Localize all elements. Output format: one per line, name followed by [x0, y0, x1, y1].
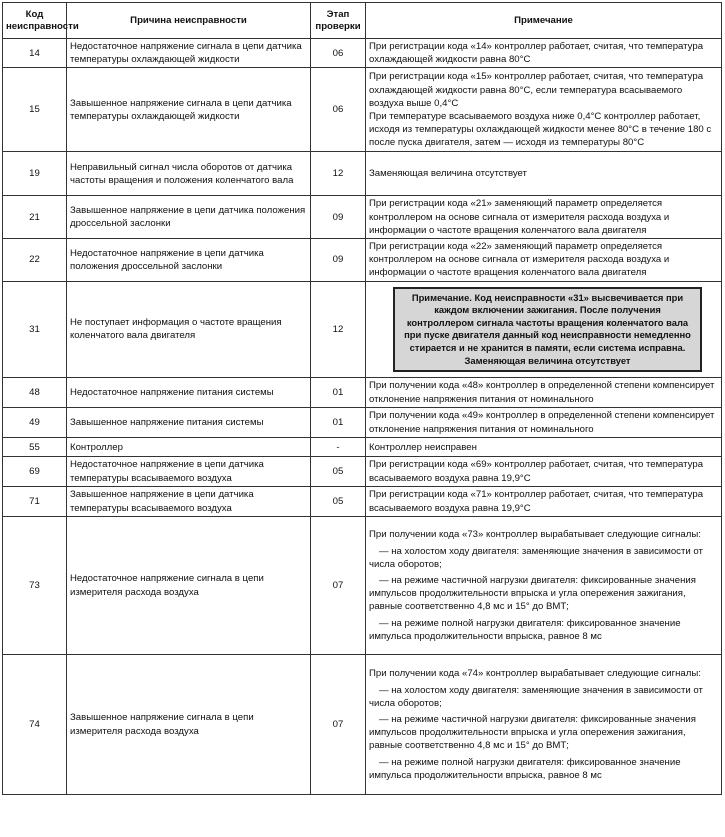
table-row — [3, 487, 722, 517]
note-paragraph: При регистрации кода «21» заменяющий параметр определяется контроллером на основе сигнала от измерителя расхода воздуха и информации о частоте вращения коленчатого вала двигателя — [369, 198, 670, 236]
fault-note — [366, 39, 722, 68]
check-stage: 12 — [311, 281, 366, 378]
header-note: Примечание — [366, 3, 722, 39]
table-body — [3, 39, 722, 795]
fault-cause: Завышенное напряжение сигнала в цепи датчика температуры охлаждающей жидкости — [67, 68, 311, 152]
fault-cause: Недостаточное напряжение в цепи датчика положения дроссельной заслонки — [67, 239, 311, 282]
check-stage: 09 — [311, 196, 366, 239]
fault-codes-table — [2, 2, 722, 795]
fault-code: 48 — [3, 378, 67, 408]
fault-cause: Неправильный сигнал числа оборотов от датчика частоты вращения и положения коленчатого вала — [67, 152, 311, 196]
fault-code: 71 — [3, 487, 67, 517]
check-stage: 05 — [311, 487, 366, 517]
fault-cause: Недостаточное напряжение в цепи датчика температуры всасываемого воздуха — [67, 457, 311, 487]
fault-code: 69 — [3, 457, 67, 487]
fault-note — [366, 239, 722, 282]
note-paragraph: При регистрации кода «14» контроллер работает, считая, что температура охлаждающей жидкости равна 80°С — [369, 41, 704, 66]
boxed-note: Примечание. Код неисправности «31» высвечивается при каждом включении зажигания. После получения контроллером сигнала частоты вращения коленчатого вала при пуске двигателя данный код неисправности немедленно стирается и не хранится в памяти, если система исправна. Заменяющая величина отсутствует — [393, 287, 702, 373]
fault-code: 14 — [3, 39, 67, 68]
note-paragraph: При получении кода «74» контроллер вырабатывает следующие сигналы: — [369, 668, 701, 680]
note-bullet: — на режиме частичной нагрузки двигателя: фиксированные значения импульсов продолжительности впрыска и угла опережения зажигания, равные соответственно 4,8 мс и 15° до ВМТ; — [369, 713, 696, 752]
note-paragraph: При регистрации кода «22» заменяющий параметр определяется контроллером на основе сигнала от измерителя расхода воздуха и информации о частоте вращения коленчатого вала двигателя — [369, 241, 670, 279]
check-stage: 01 — [311, 408, 366, 438]
fault-code: 31 — [3, 281, 67, 378]
fault-note — [366, 196, 722, 239]
fault-cause: Недостаточное напряжение питания системы — [67, 378, 311, 408]
fault-note — [366, 438, 722, 457]
note-paragraph: При регистрации кода «15» контроллер работает, считая, что температура охлаждающей жидкости равна 80°С, если температура всасываемого воздуха выше 0,4°С — [369, 71, 704, 109]
check-stage: 05 — [311, 457, 366, 487]
fault-note — [366, 378, 722, 408]
fault-cause: Завышенное напряжение в цепи датчика температуры всасываемого воздуха — [67, 487, 311, 517]
fault-note — [366, 68, 722, 152]
note-bullet: — на режиме полной нагрузки двигателя: фиксированное значение импульса продолжительности впрыска, равное 8 мс — [369, 617, 681, 642]
note-bullet: — на холостом ходу двигателя: заменяющие значения в зависимости от числа оборотов; — [369, 545, 703, 570]
table-row — [3, 378, 722, 408]
note-bullet: — на холостом ходу двигателя: заменяющие значения в зависимости от числа оборотов; — [369, 684, 703, 709]
note-paragraph: При получении кода «73» контроллер вырабатывает следующие сигналы: — [369, 529, 701, 541]
table-row — [3, 68, 722, 152]
check-stage: - — [311, 438, 366, 457]
fault-cause: Завышенное напряжение питания системы — [67, 408, 311, 438]
fault-code: 21 — [3, 196, 67, 239]
check-stage: 12 — [311, 152, 366, 196]
table-row — [3, 517, 722, 655]
note-paragraph: При получении кода «49» контроллер в определенной степени компенсирует отклонение напряжения питания от номинального — [369, 410, 715, 435]
note-paragraph: При температуре всасываемого воздуха ниже 0,4°С контроллер работает, исходя из температуры охлаждающей жидкости менее 80°С в течение 180 с после пуска двигателя, затем — исходя из температуры 80°С — [369, 110, 712, 149]
note-bullet: — на режиме частичной нагрузки двигателя: фиксированные значения импульсов продолжительности впрыска и угла опережения зажигания, равные соответственно 4,8 мс и 15° до ВМТ; — [369, 574, 696, 613]
fault-note — [366, 487, 722, 517]
table-row — [3, 152, 722, 196]
fault-code: 74 — [3, 655, 67, 795]
table-row — [3, 196, 722, 239]
fault-code: 49 — [3, 408, 67, 438]
fault-note — [366, 457, 722, 487]
fault-code: 15 — [3, 68, 67, 152]
header-code: Код неисправности — [3, 3, 67, 39]
table-row — [3, 438, 722, 457]
fault-cause: Недостаточное напряжение сигнала в цепи измерителя расхода воздуха — [67, 517, 311, 655]
check-stage: 06 — [311, 39, 366, 68]
table-header-row — [3, 3, 722, 39]
fault-cause: Недостаточное напряжение сигнала в цепи датчика температуры охлаждающей жидкости — [67, 39, 311, 68]
fault-cause: Контроллер — [67, 438, 311, 457]
check-stage: 09 — [311, 239, 366, 282]
note-bullet: — на режиме полной нагрузки двигателя: фиксированное значение импульса продолжительности впрыска, равное 8 мс — [369, 756, 681, 781]
fault-note — [366, 152, 722, 196]
table-row — [3, 239, 722, 282]
header-cause: Причина неисправности — [67, 3, 311, 39]
fault-cause: Не поступает информация о частоте вращения коленчатого вала двигателя — [67, 281, 311, 378]
fault-cause: Завышенное напряжение в цепи датчика положения дроссельной заслонки — [67, 196, 311, 239]
note-paragraph: Заменяющая величина отсутствует — [369, 168, 527, 180]
fault-note — [366, 517, 722, 655]
table-row — [3, 39, 722, 68]
check-stage: 01 — [311, 378, 366, 408]
note-paragraph: При регистрации кода «69» контроллер работает, считая, что температура всасываемого воздуха равна 19,9°С — [369, 459, 704, 484]
note-paragraph: При регистрации кода «71» контроллер работает, считая, что температура всасываемого воздуха равна 19,9°С — [369, 489, 704, 514]
check-stage: 07 — [311, 655, 366, 795]
fault-code: 22 — [3, 239, 67, 282]
table-row — [3, 457, 722, 487]
check-stage: 07 — [311, 517, 366, 655]
note-paragraph: При получении кода «48» контроллер в определенной степени компенсирует отклонение напряжения питания от номинального — [369, 380, 715, 405]
fault-note — [366, 281, 722, 378]
fault-note — [366, 408, 722, 438]
fault-cause: Завышенное напряжение сигнала в цепи измерителя расхода воздуха — [67, 655, 311, 795]
fault-code: 55 — [3, 438, 67, 457]
fault-code: 73 — [3, 517, 67, 655]
fault-note — [366, 655, 722, 795]
header-stage: Этап проверки — [311, 3, 366, 39]
fault-code: 19 — [3, 152, 67, 196]
table-row — [3, 408, 722, 438]
table-row — [3, 655, 722, 795]
table-row — [3, 281, 722, 378]
check-stage: 06 — [311, 68, 366, 152]
note-paragraph: Контроллер неисправен — [369, 441, 477, 453]
